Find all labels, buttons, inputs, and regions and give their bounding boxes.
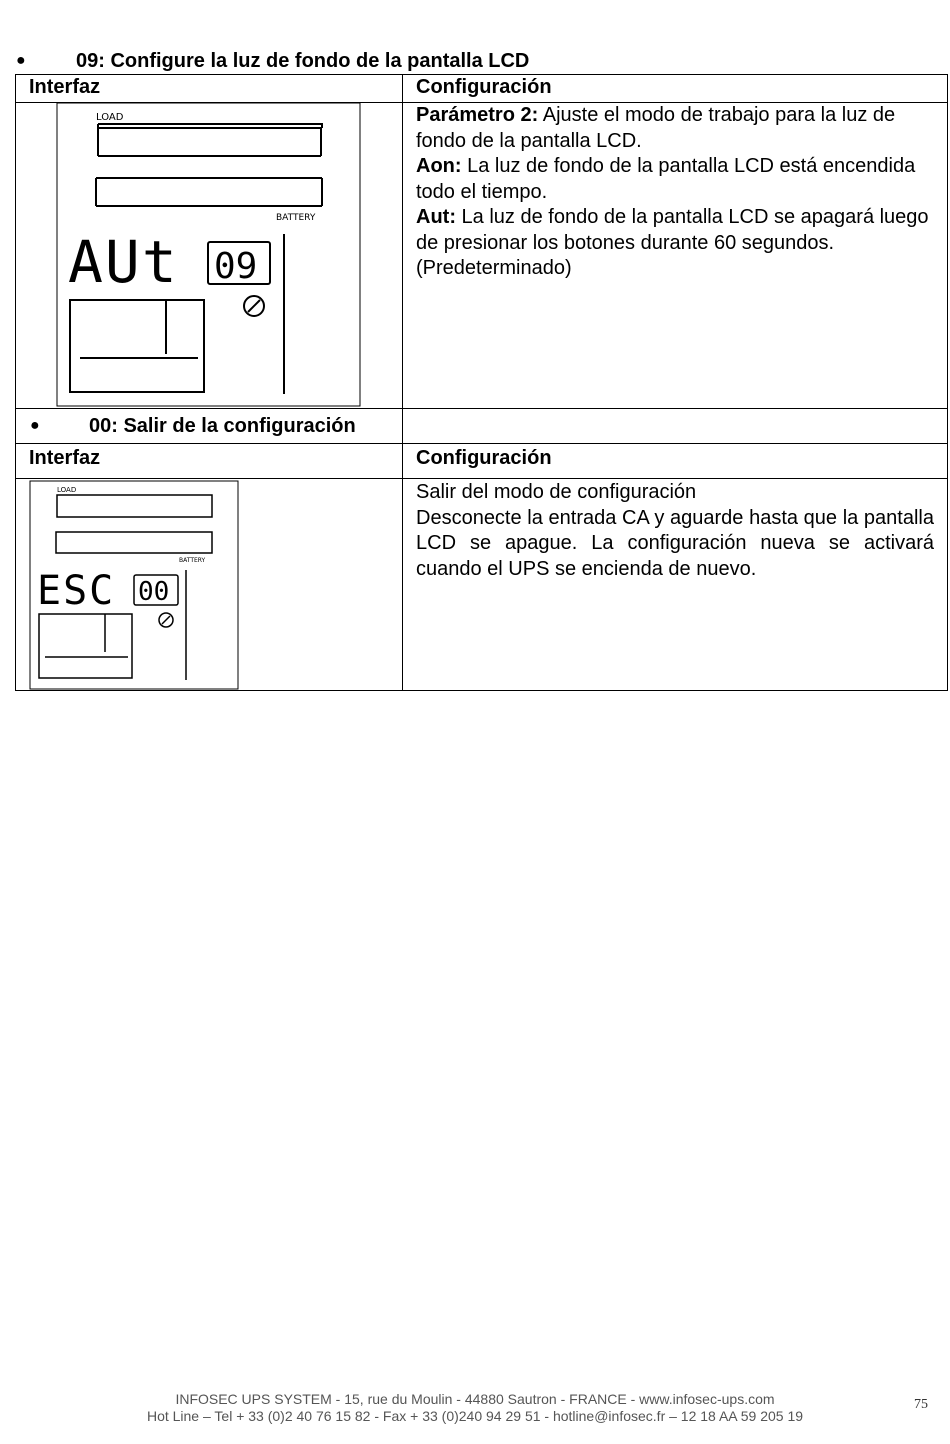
lcd-code: 09: [214, 246, 258, 287]
lcd-battery-label: BATTERY: [276, 213, 316, 223]
footer-line1: INFOSEC UPS SYSTEM - 15, rue du Moulin - 44880 Sautron - FRANCE - www.infosec-ups.com: [175, 1391, 775, 1407]
column-header-interface-2: Interfaz: [16, 444, 403, 479]
param-label: Parámetro 2:: [416, 104, 539, 126]
aon-text: La luz de fondo de la pantalla LCD está encendida todo el tiempo.: [416, 155, 916, 203]
lcd-load-label: LOAD: [96, 112, 124, 123]
page-number: 75: [914, 1397, 928, 1412]
lcd-main-text: AUt: [68, 228, 179, 296]
exit-line1: Salir del modo de configuración: [416, 481, 697, 503]
lcd-main-text-2: ESC: [37, 568, 116, 614]
aut-label: Aut:: [416, 206, 456, 228]
column-header-config: Configuración: [403, 75, 948, 103]
param-text: Ajuste el modo de trabajo para la luz de fondo de la pantalla LCD.: [416, 104, 896, 152]
bullet-icon: ●: [16, 52, 26, 69]
column-header-config-2: Configuración: [403, 444, 948, 479]
section-heading: 09: Configure la luz de fondo de la pantalla LCD: [76, 50, 530, 72]
section-heading-2: 00: Salir de la configuración: [89, 415, 356, 437]
exit-line2: Desconecte la entrada CA y aguarde hasta que la pantalla LCD se apague. La configuración nueva se activará cuando el UPS se encienda de nuevo.: [416, 506, 934, 580]
lcd-battery-label-2: BATTERY: [179, 557, 206, 564]
lcd-load-label-2: LOAD: [57, 486, 77, 494]
config-description-2: [403, 479, 948, 691]
aon-label: Aon:: [416, 155, 462, 177]
lcd-display-image: [56, 102, 362, 407]
aut-text: La luz de fondo de la pantalla LCD se apagará luego de presionar los botones durante 60 segundos. (Predeterminado): [416, 206, 929, 279]
empty-cell: [403, 409, 948, 444]
lcd-code-2: 00: [138, 577, 170, 607]
column-header-interface: Interfaz: [16, 75, 403, 103]
lcd-display-image-2: [29, 480, 240, 690]
bullet-icon-2: ●: [30, 417, 40, 434]
footer-line2: Hot Line – Tel + 33 (0)2 40 76 15 82 - Fax + 33 (0)240 94 29 51 - hotline@infosec.fr – 12 18 AA 59 205 19: [146, 1408, 804, 1424]
config-description: [403, 103, 948, 409]
